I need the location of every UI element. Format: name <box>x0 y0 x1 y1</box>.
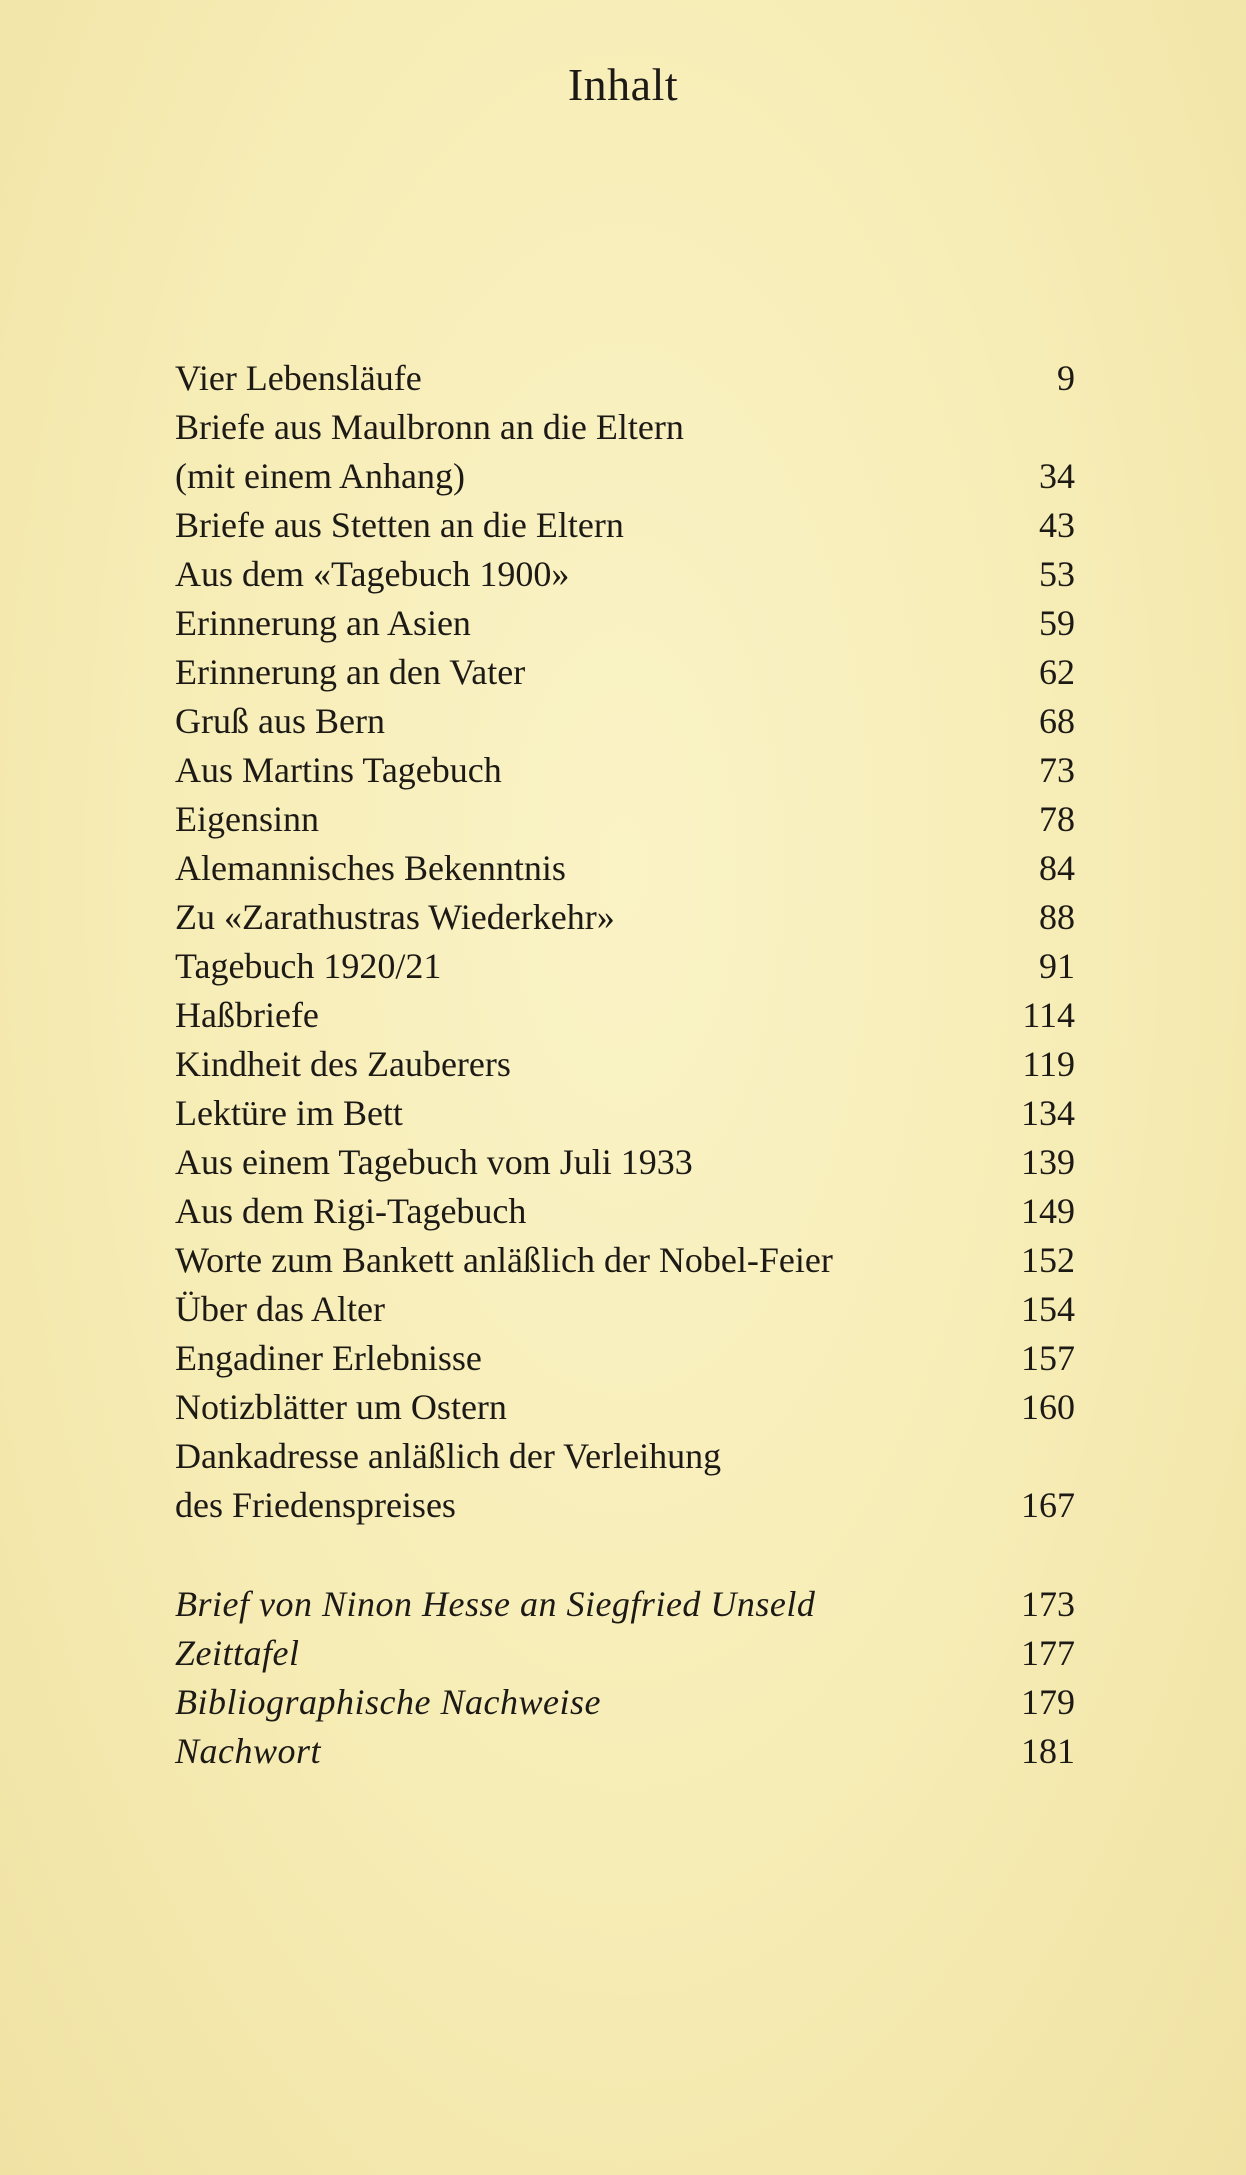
toc-entry <box>175 354 1075 403</box>
toc-entry <box>175 942 1075 991</box>
toc-entry-title: Aus dem «Tagebuch 1900» <box>175 554 570 594</box>
toc-entry <box>175 1236 1075 1285</box>
toc-entry-page: 173 <box>1021 1584 1075 1624</box>
toc-entry-title: Erinnerung an den Vater <box>175 652 526 692</box>
toc-entry <box>175 746 1075 795</box>
toc-entry-title: Aus einem Tagebuch vom Juli 1933 <box>175 1142 693 1182</box>
toc-entry-page: 119 <box>1022 1044 1075 1084</box>
toc-entry <box>175 1432 1075 1530</box>
toc-entry-title: Briefe aus Stetten an die Eltern <box>175 505 624 545</box>
toc-entry-page: 179 <box>1021 1682 1075 1722</box>
toc-entry-title: Worte zum Bankett anläßlich der Nobel-Feier <box>175 1240 833 1280</box>
toc-entry-page: 152 <box>1021 1240 1075 1280</box>
toc-entry <box>175 697 1075 746</box>
toc-entry-title: Briefe aus Maulbronn an die Eltern (mit einem Anhang) <box>175 407 684 496</box>
toc-entry-title: Kindheit des Zauberers <box>175 1044 511 1084</box>
toc-entry-title: Tagebuch 1920/21 <box>175 946 442 986</box>
toc-entry-page: 84 <box>1039 848 1075 888</box>
toc-entry-page: 91 <box>1039 946 1075 986</box>
toc-entry-title: Brief von Ninon Hesse an Siegfried Unseld <box>175 1584 816 1624</box>
toc-entry <box>175 991 1075 1040</box>
toc-entry <box>175 795 1075 844</box>
toc-entry-title: Aus Martins Tagebuch <box>175 750 502 790</box>
toc-entry <box>175 501 1075 550</box>
toc-entry-page: 53 <box>1039 554 1075 594</box>
toc-entry-page: 73 <box>1039 750 1075 790</box>
toc-entry-title: Aus dem Rigi-Tagebuch <box>175 1191 527 1231</box>
toc-entry-page: 68 <box>1039 701 1075 741</box>
toc-entry <box>175 1138 1075 1187</box>
toc-entry-title: Dankadresse anläßlich der Verleihung des Friedenspreises <box>175 1436 722 1525</box>
toc-entry <box>175 1285 1075 1334</box>
table-of-contents <box>175 354 1075 1530</box>
toc-entry-page: 160 <box>1021 1387 1075 1427</box>
toc-entry-title: Zu «Zarathustras Wiederkehr» <box>175 897 615 937</box>
toc-entry <box>175 599 1075 648</box>
toc-entry-title: Haßbriefe <box>175 995 319 1035</box>
toc-entry-page: 167 <box>1021 1485 1075 1525</box>
toc-entry <box>175 403 1075 501</box>
toc-entry-title: Eigensinn <box>175 799 319 839</box>
toc-entry-page: 149 <box>1021 1191 1075 1231</box>
toc-entry <box>175 1580 1075 1629</box>
toc-entry-title: Gruß aus Bern <box>175 701 385 741</box>
page-title: Inhalt <box>567 59 679 110</box>
toc-entry <box>175 1089 1075 1138</box>
toc-entry-page: 177 <box>1021 1633 1075 1673</box>
toc-entry-title: Alemannisches Bekenntnis <box>175 848 566 888</box>
toc-entry <box>175 1383 1075 1432</box>
toc-entry-page: 43 <box>1039 505 1075 545</box>
toc-entry <box>175 648 1075 697</box>
toc-entry-page: 154 <box>1021 1289 1075 1329</box>
toc-entry-title: Lektüre im Bett <box>175 1093 403 1133</box>
toc-entry-title: Nachwort <box>175 1731 322 1771</box>
toc-entry-page: 88 <box>1039 897 1075 937</box>
toc-entry-page: 181 <box>1021 1731 1075 1771</box>
toc-entry <box>175 1678 1075 1727</box>
toc-entry-title: Notizblätter um Ostern <box>175 1387 507 1427</box>
toc-entry-page: 134 <box>1021 1093 1075 1133</box>
toc-entry-page: 139 <box>1021 1142 1075 1182</box>
toc-entry-page: 34 <box>1039 456 1075 496</box>
toc-entry-title: Erinnerung an Asien <box>175 603 471 643</box>
toc-entry <box>175 1727 1075 1776</box>
toc-entry-title: Über das Alter <box>175 1289 385 1329</box>
toc-entry-page: 157 <box>1021 1338 1075 1378</box>
toc-entry-page: 78 <box>1039 799 1075 839</box>
toc-entry-page: 9 <box>1057 358 1075 398</box>
toc-entry <box>175 893 1075 942</box>
toc-entry-title: Bibliographische Nachweise <box>175 1682 601 1722</box>
toc-entry-title: Vier Lebensläufe <box>175 358 422 398</box>
toc-entry-page: 62 <box>1039 652 1075 692</box>
toc-entry <box>175 1187 1075 1236</box>
toc-entry <box>175 1334 1075 1383</box>
toc-entry-title: Zeittafel <box>175 1633 300 1673</box>
toc-entry <box>175 1629 1075 1678</box>
toc-entry-page: 114 <box>1022 995 1075 1035</box>
toc-entry <box>175 550 1075 599</box>
appendix-contents <box>175 1580 1075 1776</box>
toc-entry <box>175 1040 1075 1089</box>
toc-entry <box>175 844 1075 893</box>
toc-entry-title: Engadiner Erlebnisse <box>175 1338 482 1378</box>
toc-entry-page: 59 <box>1039 603 1075 643</box>
